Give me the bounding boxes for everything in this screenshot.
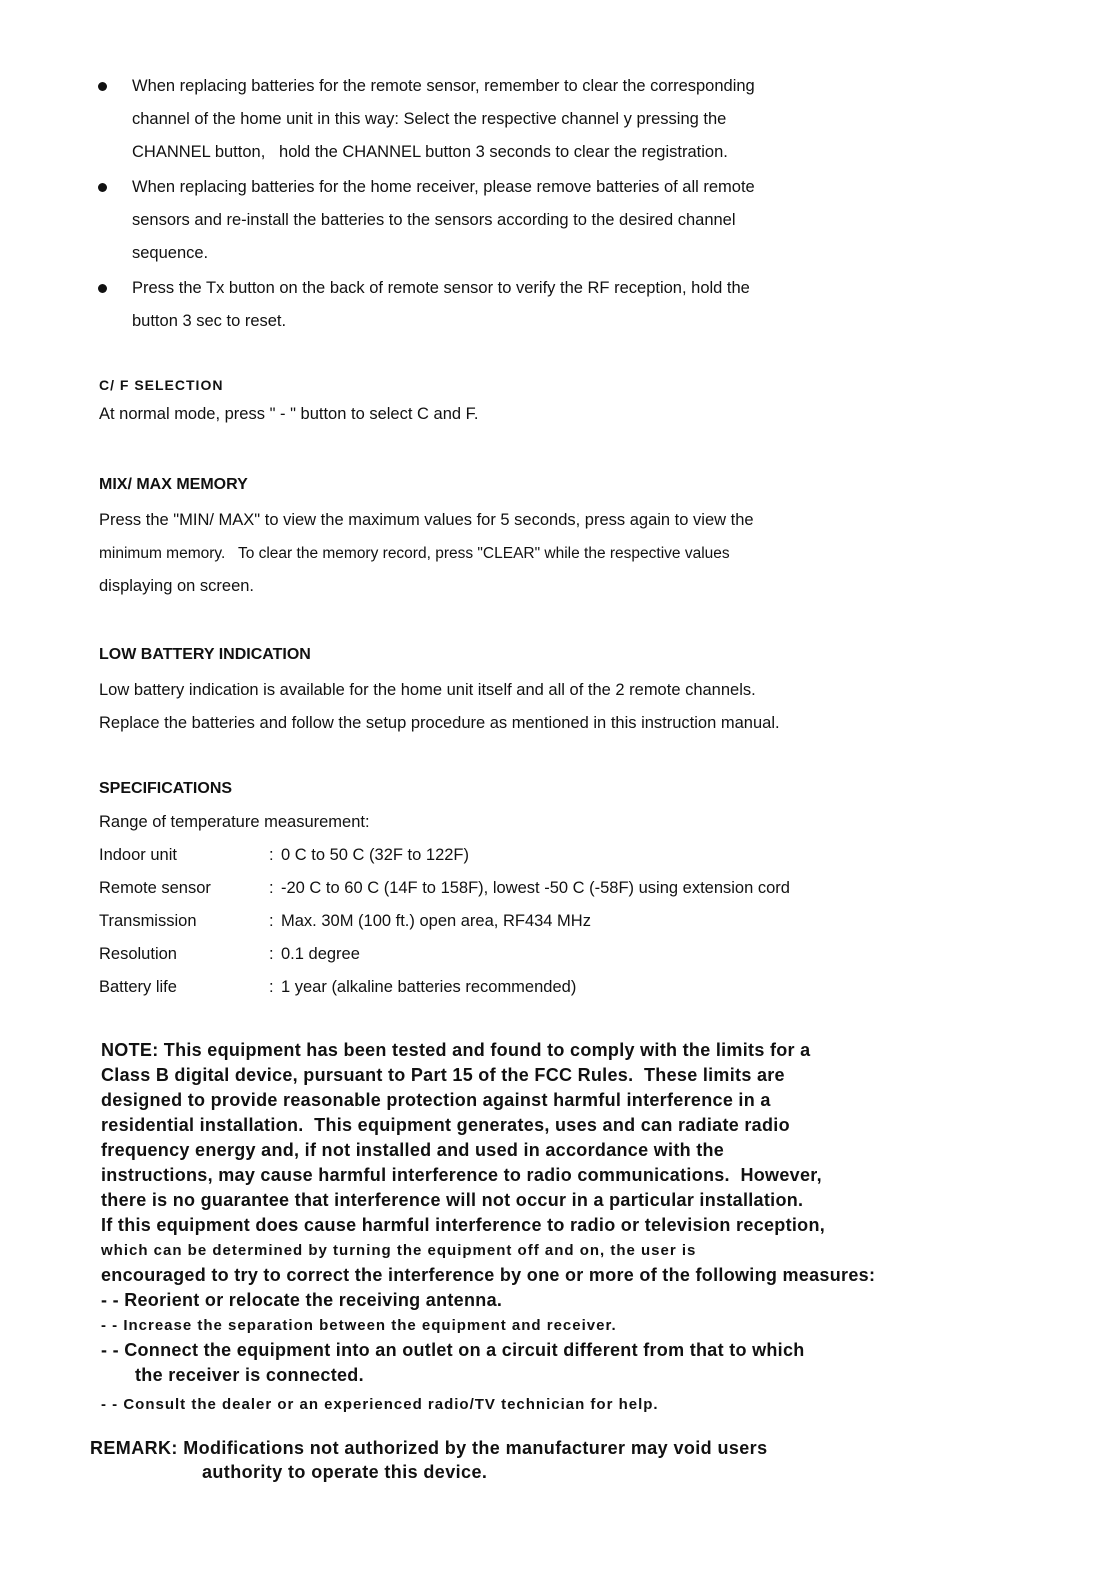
list-item-line: When replacing batteries for the remote sensor, remember to clear the corresponding [132,77,755,95]
note-line: - - Increase the separation between the equipment and receiver. [101,1317,617,1334]
note-line: there is no guarantee that interference will not occur in a particular installation. [101,1190,804,1210]
minmax-memory-section [99,474,999,603]
section-heading: C/ F SELECTION [99,377,224,393]
section-text: Press the "MIN/ MAX" to view the maximum values for 5 seconds, press again to view the [99,511,754,529]
spec-value: -20 C to 60 C (14F to 158F), lowest -50 C (-58F) using extension cord [281,879,790,897]
section-text: displaying on screen. [99,577,255,595]
list-item [96,272,896,338]
spec-value: 0.1 degree [281,945,360,963]
list-item [96,70,896,169]
section-text: At normal mode, press " - " button to select C and F. [99,405,479,423]
note-line: designed to provide reasonable protection against harmful interference in a [101,1090,771,1110]
spec-value: 1 year (alkaline batteries recommended) [281,978,577,996]
list-item-line: Press the Tx button on the back of remote sensor to verify the RF reception, hold the [132,279,750,297]
note-line: If this equipment does cause harmful interference to radio or television reception, [101,1215,826,1235]
list-item-line: sequence. [132,244,209,262]
section-text: minimum memory. To clear the memory record, press "CLEAR" while the respective values [99,545,730,562]
note-line: Class B digital device, pursuant to Part 15 of the FCC Rules. These limits are [101,1065,785,1085]
spec-colon: : [269,945,274,963]
note-line: instructions, may cause harmful interference to radio communications. However, [101,1165,822,1185]
cf-selection-section [99,374,999,431]
fcc-note [101,1038,1001,1417]
note-line: NOTE: This equipment has been tested and found to comply with the limits for a [101,1040,811,1060]
list-item-line: CHANNEL button, hold the CHANNEL button 3 seconds to clear the registration. [132,143,728,161]
section-heading: MIX/ MAX MEMORY [99,476,248,493]
list-item [96,171,896,270]
table-row [99,839,999,872]
note-line: frequency energy and, if not installed and used in accordance with the [101,1140,725,1160]
spec-value: 0 C to 50 C (32F to 122F) [281,846,470,864]
specifications-table [99,839,999,1004]
note-line: - - Connect the equipment into an outlet on a circuit different from that to which [101,1340,805,1360]
remark [90,1436,990,1484]
specifications-section [99,778,999,1004]
low-battery-section [99,644,999,740]
section-heading: LOW BATTERY INDICATION [99,646,311,663]
spec-colon: : [269,879,274,897]
table-row [99,905,999,938]
section-text: Low battery indication is available for the home unit itself and all of the 2 remote channels. [99,681,756,699]
list-item-line: When replacing batteries for the home receiver, please remove batteries of all remote [132,178,755,196]
note-line: encouraged to try to correct the interference by one or more of the following measures: [101,1265,876,1285]
spec-label: Indoor unit [99,846,177,864]
note-line: the receiver is connected. [135,1365,364,1385]
bullet-icon [98,183,107,192]
spec-value: Max. 30M (100 ft.) open area, RF434 MHz [281,912,591,930]
table-row [99,872,999,905]
table-row [99,938,999,971]
spec-colon: : [269,978,274,996]
table-row [99,971,999,1004]
note-line: - - Reorient or relocate the receiving antenna. [101,1290,503,1310]
spec-label: Battery life [99,978,177,996]
spec-colon: : [269,912,274,930]
remark-line: authority to operate this device. [202,1462,488,1482]
section-heading: SPECIFICATIONS [99,780,233,797]
spec-label: Transmission [99,912,197,930]
spec-label: Remote sensor [99,879,211,897]
note-line: which can be determined by turning the equipment off and on, the user is [101,1242,697,1259]
spec-colon: : [269,846,274,864]
note-line: - - Consult the dealer or an experienced radio/TV technician for help. [101,1396,659,1413]
bullet-icon [98,284,107,293]
remark-line: REMARK: Modifications not authorized by the manufacturer may void users [90,1438,768,1458]
list-item-line: sensors and re-install the batteries to the sensors according to the desired channel [132,211,736,229]
specifications-intro: Range of temperature measurement: [99,813,370,831]
list-item-line: channel of the home unit in this way: Select the respective channel y pressing the [132,110,727,128]
bullet-icon [98,82,107,91]
spec-label: Resolution [99,945,177,963]
list-item-line: button 3 sec to reset. [132,312,287,330]
battery-notes-list [96,70,896,340]
section-text: Replace the batteries and follow the setup procedure as mentioned in this instruction manual. [99,714,780,732]
note-line: residential installation. This equipment generates, uses and can radiate radio [101,1115,790,1135]
